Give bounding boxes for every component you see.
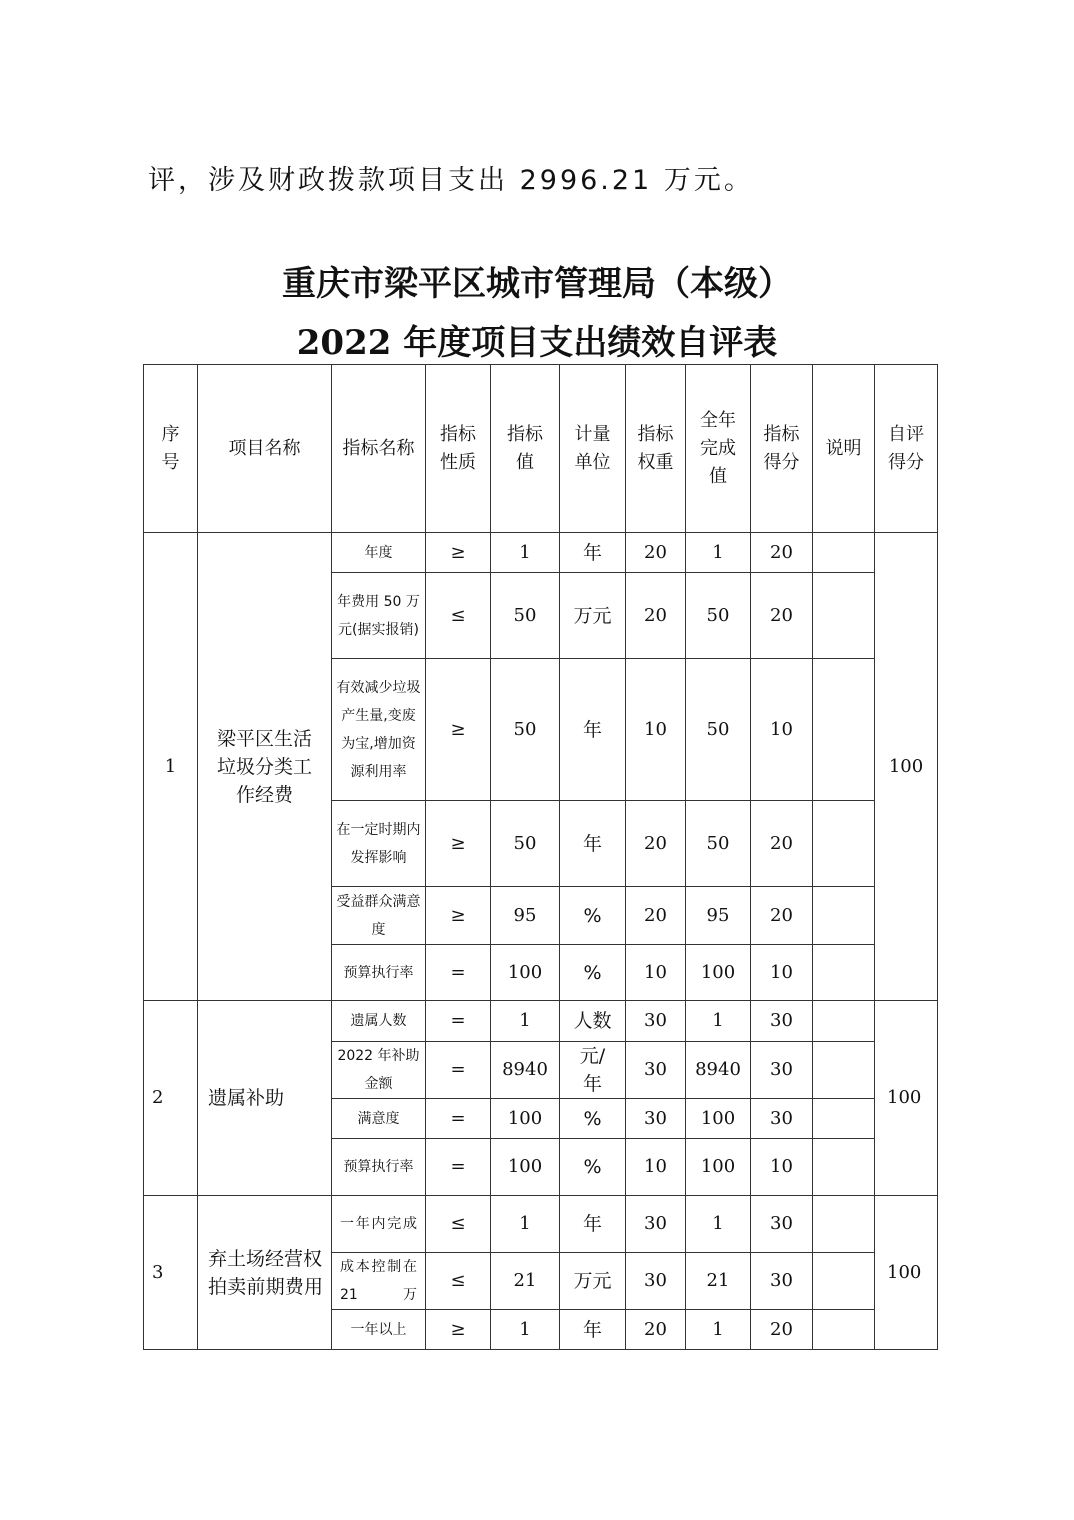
indicator-weight: 10 xyxy=(626,1139,686,1196)
indicator-nature: = xyxy=(426,1042,491,1099)
indicator-note xyxy=(813,659,875,801)
indicator-weight: 20 xyxy=(626,1310,686,1350)
indicator-unit: 元/年 xyxy=(560,1042,626,1099)
table-header-row xyxy=(144,365,938,533)
indicator-completed: 100 xyxy=(686,1139,751,1196)
project-self-score: 100 xyxy=(875,1196,938,1350)
indicator-unit: 年 xyxy=(560,1196,626,1253)
indicator-weight: 30 xyxy=(626,1253,686,1310)
indicator-unit: 万元 xyxy=(560,573,626,659)
indicator-weight: 20 xyxy=(626,533,686,573)
indicator-nature: ≥ xyxy=(426,887,491,945)
indicator-unit: % xyxy=(560,945,626,1001)
indicator-completed: 50 xyxy=(686,801,751,887)
indicator-completed: 50 xyxy=(686,573,751,659)
indicator-nature: = xyxy=(426,945,491,1001)
table-row xyxy=(144,533,938,573)
indicator-completed: 100 xyxy=(686,1099,751,1139)
indicator-unit: % xyxy=(560,1099,626,1139)
project-name: 弃土场经营权拍卖前期费用 xyxy=(198,1196,332,1350)
indicator-value: 100 xyxy=(491,1099,560,1139)
header-unit: 计量单位 xyxy=(560,365,626,533)
project-self-score: 100 xyxy=(875,1001,938,1196)
header-self-score: 自评得分 xyxy=(875,365,938,533)
indicator-completed: 1 xyxy=(686,1001,751,1042)
indicator-nature: = xyxy=(426,1001,491,1042)
header-weight: 指标权重 xyxy=(626,365,686,533)
indicator-completed: 8940 xyxy=(686,1042,751,1099)
indicator-nature: ≥ xyxy=(426,801,491,887)
project-seq: 2 xyxy=(144,1001,198,1196)
indicator-weight: 30 xyxy=(626,1099,686,1139)
indicator-completed: 1 xyxy=(686,533,751,573)
indicator-name: 有效减少垃圾产生量,变废为宝,增加资源利用率 xyxy=(332,659,426,801)
header-indicator-name: 指标名称 xyxy=(332,365,426,533)
indicator-name: 满意度 xyxy=(332,1099,426,1139)
indicator-note xyxy=(813,1310,875,1350)
indicator-unit: 万元 xyxy=(560,1253,626,1310)
table-row xyxy=(144,1001,938,1042)
indicator-name: 在一定时期内发挥影响 xyxy=(332,801,426,887)
indicator-note xyxy=(813,887,875,945)
indicator-weight: 20 xyxy=(626,573,686,659)
indicator-score: 30 xyxy=(751,1042,813,1099)
indicator-nature: ≥ xyxy=(426,659,491,801)
indicator-name: 成本控制在 21 万 xyxy=(332,1253,426,1310)
project-name: 遗属补助 xyxy=(198,1001,332,1196)
indicator-score: 10 xyxy=(751,1139,813,1196)
indicator-nature: ≤ xyxy=(426,573,491,659)
indicator-score: 20 xyxy=(751,887,813,945)
indicator-weight: 30 xyxy=(626,1001,686,1042)
indicator-name: 预算执行率 xyxy=(332,945,426,1001)
indicator-score: 30 xyxy=(751,1253,813,1310)
indicator-weight: 30 xyxy=(626,1196,686,1253)
indicator-unit: 年 xyxy=(560,533,626,573)
indicator-note xyxy=(813,1099,875,1139)
indicator-weight: 10 xyxy=(626,659,686,801)
indicator-value: 1 xyxy=(491,1310,560,1350)
indicator-completed: 95 xyxy=(686,887,751,945)
indicator-score: 10 xyxy=(751,945,813,1001)
page-title-line1: 重庆市梁平区城市管理局（本级） xyxy=(282,264,792,304)
indicator-name: 2022 年补助金额 xyxy=(332,1042,426,1099)
indicator-value: 21 xyxy=(491,1253,560,1310)
indicator-note xyxy=(813,1196,875,1253)
indicator-nature: = xyxy=(426,1099,491,1139)
project-self-score: 100 xyxy=(875,533,938,1001)
indicator-note xyxy=(813,945,875,1001)
indicator-score: 10 xyxy=(751,659,813,801)
indicator-completed: 100 xyxy=(686,945,751,1001)
indicator-value: 1 xyxy=(491,1001,560,1042)
indicator-value: 50 xyxy=(491,659,560,801)
page-title-line2: 2022 年度项目支出绩效自评表 xyxy=(296,323,778,363)
indicator-unit: 年 xyxy=(560,659,626,801)
indicator-note xyxy=(813,801,875,887)
indicator-note xyxy=(813,1001,875,1042)
indicator-value: 50 xyxy=(491,801,560,887)
indicator-value: 50 xyxy=(491,573,560,659)
indicator-nature: = xyxy=(426,1139,491,1196)
indicator-value: 100 xyxy=(491,945,560,1001)
indicator-value: 1 xyxy=(491,1196,560,1253)
indicator-completed: 21 xyxy=(686,1253,751,1310)
indicator-note xyxy=(813,1042,875,1099)
indicator-note xyxy=(813,533,875,573)
indicator-nature: ≥ xyxy=(426,533,491,573)
header-indicator-nature: 指标性质 xyxy=(426,365,491,533)
indicator-name: 年度 xyxy=(332,533,426,573)
header-indicator-value: 指标值 xyxy=(491,365,560,533)
indicator-name: 受益群众满意度 xyxy=(332,887,426,945)
indicator-nature: ≤ xyxy=(426,1196,491,1253)
indicator-unit: % xyxy=(560,1139,626,1196)
indicator-weight: 30 xyxy=(626,1042,686,1099)
indicator-weight: 20 xyxy=(626,887,686,945)
indicator-nature: ≤ xyxy=(426,1253,491,1310)
indicator-name: 遗属人数 xyxy=(332,1001,426,1042)
indicator-note xyxy=(813,1253,875,1310)
indicator-score: 20 xyxy=(751,573,813,659)
indicator-completed: 50 xyxy=(686,659,751,801)
indicator-completed: 1 xyxy=(686,1196,751,1253)
indicator-unit: 年 xyxy=(560,801,626,887)
indicator-unit: 年 xyxy=(560,1310,626,1350)
indicator-score: 20 xyxy=(751,1310,813,1350)
indicator-score: 30 xyxy=(751,1196,813,1253)
indicator-value: 100 xyxy=(491,1139,560,1196)
indicator-weight: 20 xyxy=(626,801,686,887)
indicator-completed: 1 xyxy=(686,1310,751,1350)
indicator-nature: ≥ xyxy=(426,1310,491,1350)
project-seq: 3 xyxy=(144,1196,198,1350)
indicator-name: 年费用 50 万元(据实报销) xyxy=(332,573,426,659)
indicator-name: 一年内完成 xyxy=(332,1196,426,1253)
table-row xyxy=(144,1196,938,1253)
header-score: 指标得分 xyxy=(751,365,813,533)
performance-table xyxy=(143,364,938,1350)
indicator-name: 一年以上 xyxy=(332,1310,426,1350)
header-project: 项目名称 xyxy=(198,365,332,533)
indicator-score: 20 xyxy=(751,801,813,887)
indicator-score: 30 xyxy=(751,1099,813,1139)
indicator-value: 8940 xyxy=(491,1042,560,1099)
indicator-value: 95 xyxy=(491,887,560,945)
header-completed: 全年完成值 xyxy=(686,365,751,533)
indicator-note xyxy=(813,573,875,659)
header-seq: 序号 xyxy=(144,365,198,533)
indicator-score: 20 xyxy=(751,533,813,573)
indicator-unit: % xyxy=(560,887,626,945)
header-note: 说明 xyxy=(813,365,875,533)
indicator-name: 预算执行率 xyxy=(332,1139,426,1196)
indicator-score: 30 xyxy=(751,1001,813,1042)
project-seq: 1 xyxy=(144,533,198,1001)
indicator-unit: 人数 xyxy=(560,1001,626,1042)
indicator-weight: 10 xyxy=(626,945,686,1001)
indicator-note xyxy=(813,1139,875,1196)
indicator-value: 1 xyxy=(491,533,560,573)
intro-paragraph: 评，涉及财政拨款项目支出 2996.21 万元。 xyxy=(148,165,754,196)
project-name: 梁平区生活垃圾分类工作经费 xyxy=(198,533,332,1001)
